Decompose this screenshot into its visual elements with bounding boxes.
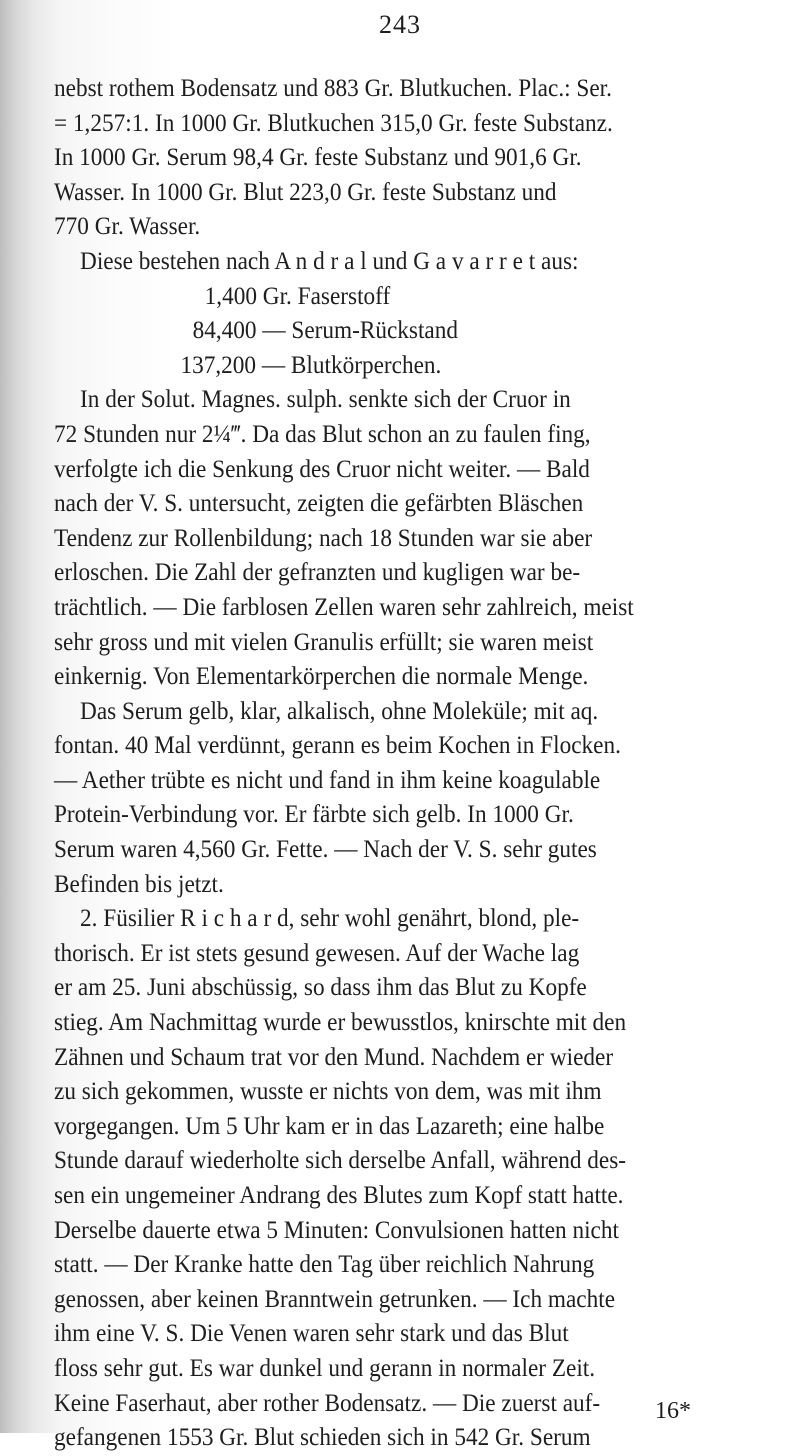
- text-line: erloschen. Die Zahl der gefranzten und kugligen war be-: [54, 559, 581, 587]
- text-line: 72 Stunden nur 2¼‴. Da das Blut schon an zu faulen fing,: [54, 420, 591, 448]
- text-line: Stunde darauf wiederholte sich derselbe Anfall, während des-: [54, 1147, 627, 1175]
- text-line: Zähnen und Schaum trat vor den Mund. Nachdem er wieder: [54, 1043, 614, 1071]
- composition-row: 84,400 — Serum-Rückstand: [192, 317, 458, 345]
- text-line: Tendenz zur Rollenbildung; nach 18 Stunden war sie aber: [54, 524, 593, 552]
- text-line: Das Serum gelb, klar, alkalisch, ohne Moleküle; mit aq.: [80, 697, 599, 725]
- text-line: — Aether trübte es nicht und fand in ihm keine koagulable: [54, 766, 601, 794]
- text-line: Wasser. In 1000 Gr. Blut 223,0 Gr. feste Substanz und: [54, 178, 557, 206]
- text-line: verfolgte ich die Senkung des Cruor nicht weiter. — Bald: [54, 455, 590, 483]
- text-line: = 1,257:1. In 1000 Gr. Blutkuchen 315,0 Gr. feste Substanz.: [54, 109, 613, 137]
- body-text: [54, 72, 766, 1456]
- text-line: zu sich gekommen, wusste er nichts von dem, was mit ihm: [54, 1078, 602, 1106]
- text-line: fontan. 40 Mal verdünnt, gerann es beim Kochen in Flocken.: [54, 732, 621, 760]
- text-line: Diese bestehen nach A n d r a l und G a v a r r e t aus:: [80, 247, 579, 275]
- text-line: In der Solut. Magnes. sulph. senkte sich der Cruor in: [80, 386, 571, 414]
- text-line: Protein-Verbindung vor. Er färbte sich gelb. In 1000 Gr.: [54, 801, 574, 829]
- text-line: thorisch. Er ist stets gesund gewesen. Auf der Wache lag: [54, 939, 580, 967]
- text-line: Serum waren 4,560 Gr. Fette. — Nach der V. S. sehr gutes: [54, 836, 597, 864]
- text-line: Keine Faserhaut, aber rother Bodensatz. — Die zuerst auf-: [54, 1389, 601, 1417]
- composition-row: 137,200 — Blutkörperchen.: [180, 351, 442, 379]
- text-line: ihm eine V. S. Die Venen waren sehr stark und das Blut: [54, 1320, 569, 1348]
- text-line: trächtlich. — Die farblosen Zellen waren sehr zahlreich, meist: [54, 593, 634, 621]
- text-line: vorgegangen. Um 5 Uhr kam er in das Lazareth; eine halbe: [54, 1112, 605, 1140]
- text-line: nebst rothem Bodensatz und 883 Gr. Blutkuchen. Plac.: Ser.: [54, 75, 612, 102]
- text-line: Befinden bis jetzt.: [54, 870, 224, 898]
- text-line: statt. — Der Kranke hatte den Tag über reichlich Nahrung: [54, 1251, 595, 1279]
- text-line: In 1000 Gr. Serum 98,4 Gr. feste Substanz und 901,6 Gr.: [54, 144, 582, 172]
- text-line: sen ein ungemeiner Andrang des Blutes zum Kopf statt hatte.: [54, 1182, 624, 1209]
- text-line: floss sehr gut. Es war dunkel und gerann in normaler Zeit.: [54, 1354, 596, 1382]
- text-line: Derselbe dauerte etwa 5 Minuten: Convulsionen hatten nicht: [54, 1216, 619, 1244]
- signature-mark: 16*: [655, 1398, 691, 1424]
- text-line: gefangenen 1553 Gr. Blut schieden sich in 542 Gr. Serum: [54, 1424, 591, 1452]
- page-number: 243: [379, 10, 421, 39]
- composition-row: 1,400 Gr. Faserstoff: [204, 282, 391, 310]
- text-line: 770 Gr. Wasser.: [54, 213, 201, 241]
- text-line: sehr gross und mit vielen Granulis erfüllt; sie waren meist: [54, 628, 594, 656]
- text-line: nach der V. S. untersucht, zeigten die gefärbten Bläschen: [54, 490, 584, 518]
- text-line: stieg. Am Nachmittag wurde er bewusstlos, knirschte mit den: [54, 1009, 627, 1037]
- text-line: er am 25. Juni abschüssig, so dass ihm das Blut zu Kopfe: [54, 974, 587, 1002]
- text-line: einkernig. Von Elementarkörperchen die normale Menge.: [54, 663, 589, 691]
- text-line: genossen, aber keinen Branntwein getrunken. — Ich machte: [54, 1285, 616, 1313]
- text-line: 2. Füsilier R i c h a r d, sehr wohl genährt, blond, ple-: [80, 905, 580, 933]
